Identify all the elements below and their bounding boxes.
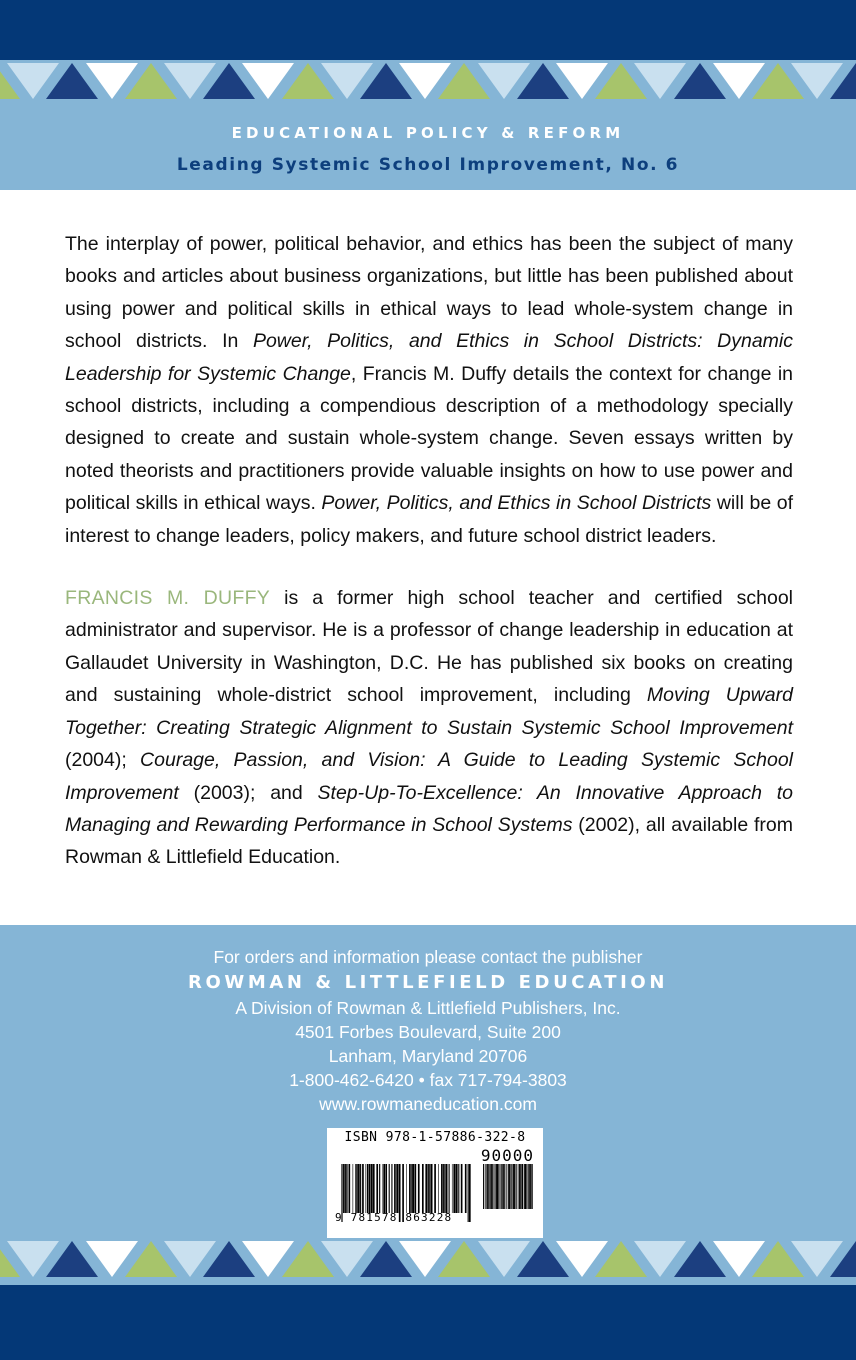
triangle-navy-up: [830, 1241, 856, 1277]
triangle-navy-up: [830, 63, 856, 99]
triangle-strip-bottom: [0, 1238, 856, 1284]
publisher-website[interactable]: www.rowmaneducation.com: [319, 1094, 537, 1114]
isbn-barcode: [327, 1128, 543, 1238]
blurb-title-1: Power, Politics, and Ethics in School Districts: Dynamic Leadership for Systemic Change: [65, 330, 793, 385]
bio-text-7: (2002), all available from Rowman & Littlefield Education.: [65, 813, 793, 869]
body-copy-area: [65, 228, 793, 874]
blurb-text-0: The interplay of power, political behavior, and ethics has been the subject of many books and articles about business organizations, but little has been published about using power and political skills in ethical ways to lead whole-system change in school districts. In: [65, 233, 793, 353]
bio-title-4: Courage, Passion, and Vision: A Guide to Leading Systemic School Improvement: [65, 749, 793, 804]
bio-title-6: Step-Up-To-Excellence: An Innovative Approach to Managing and Rewarding Performance in School Systems: [65, 781, 793, 836]
blurb-text-4: will be of interest to change leaders, policy makers, and future school district leaders.: [65, 492, 793, 547]
series-title: Leading Systemic School Improvement, No. 6: [176, 155, 680, 175]
publisher-division: A Division of Rowman & Littlefield Publishers, Inc.: [235, 998, 621, 1018]
bio-text-3: (2004);: [65, 749, 141, 772]
blurb-text-2: , Francis M. Duffy details the context for change in school districts, including a compendious description of a methodology specially designed to create and sustain whole-system change. Seven essays written by noted theorists and practitioners provide valuable insights on how to use power and political skills in ethical ways.: [65, 362, 794, 515]
triangle-strip-top: [0, 60, 856, 106]
bio-text-1: is a former high school teacher and certified school administrator and supervisor. He is a professor of change leadership in education at Gallaudet University in Washington, D.C. He has published six books on creating and sustaining whole-district school improvement, including: [65, 587, 793, 707]
isbn-label: ISBN 978-1-57886-322-8: [344, 1130, 526, 1145]
publisher-city-state-zip: Lanham, Maryland 20706: [328, 1046, 528, 1066]
orders-line: For orders and information please contact the publisher: [213, 947, 643, 967]
series-kicker: EDUCATIONAL POLICY & REFORM: [231, 124, 625, 142]
barcode-addon-bars: [483, 1164, 533, 1209]
bio-title-2: Moving Upward Together: Creating Strategic Alignment to Sustain Systemic School Improvement: [65, 684, 793, 739]
bio-text-5: (2003); and: [178, 781, 318, 804]
publisher-street-address: 4501 Forbes Boulevard, Suite 200: [295, 1022, 561, 1042]
author-bio-paragraph: [65, 582, 793, 874]
bottom-navy-bar: [0, 1285, 856, 1360]
publisher-phone-fax: 1-800-462-6420 • fax 717-794-3803: [289, 1070, 567, 1090]
top-navy-bar: [0, 0, 856, 60]
price-code-label: 90000: [480, 1146, 534, 1165]
barcode-bars-wrapper: [327, 1164, 543, 1226]
publisher-name: ROWMAN & LITTLEFIELD EDUCATION: [188, 972, 668, 993]
ean-digits: 9 781578 863228: [335, 1211, 453, 1224]
book-description-paragraph: [65, 228, 793, 552]
publisher-info-block: [0, 945, 856, 1116]
blurb-title-3: Power, Politics, and Ethics in School Districts: [321, 492, 712, 515]
author-name: FRANCIS M. DUFFY: [65, 587, 271, 610]
